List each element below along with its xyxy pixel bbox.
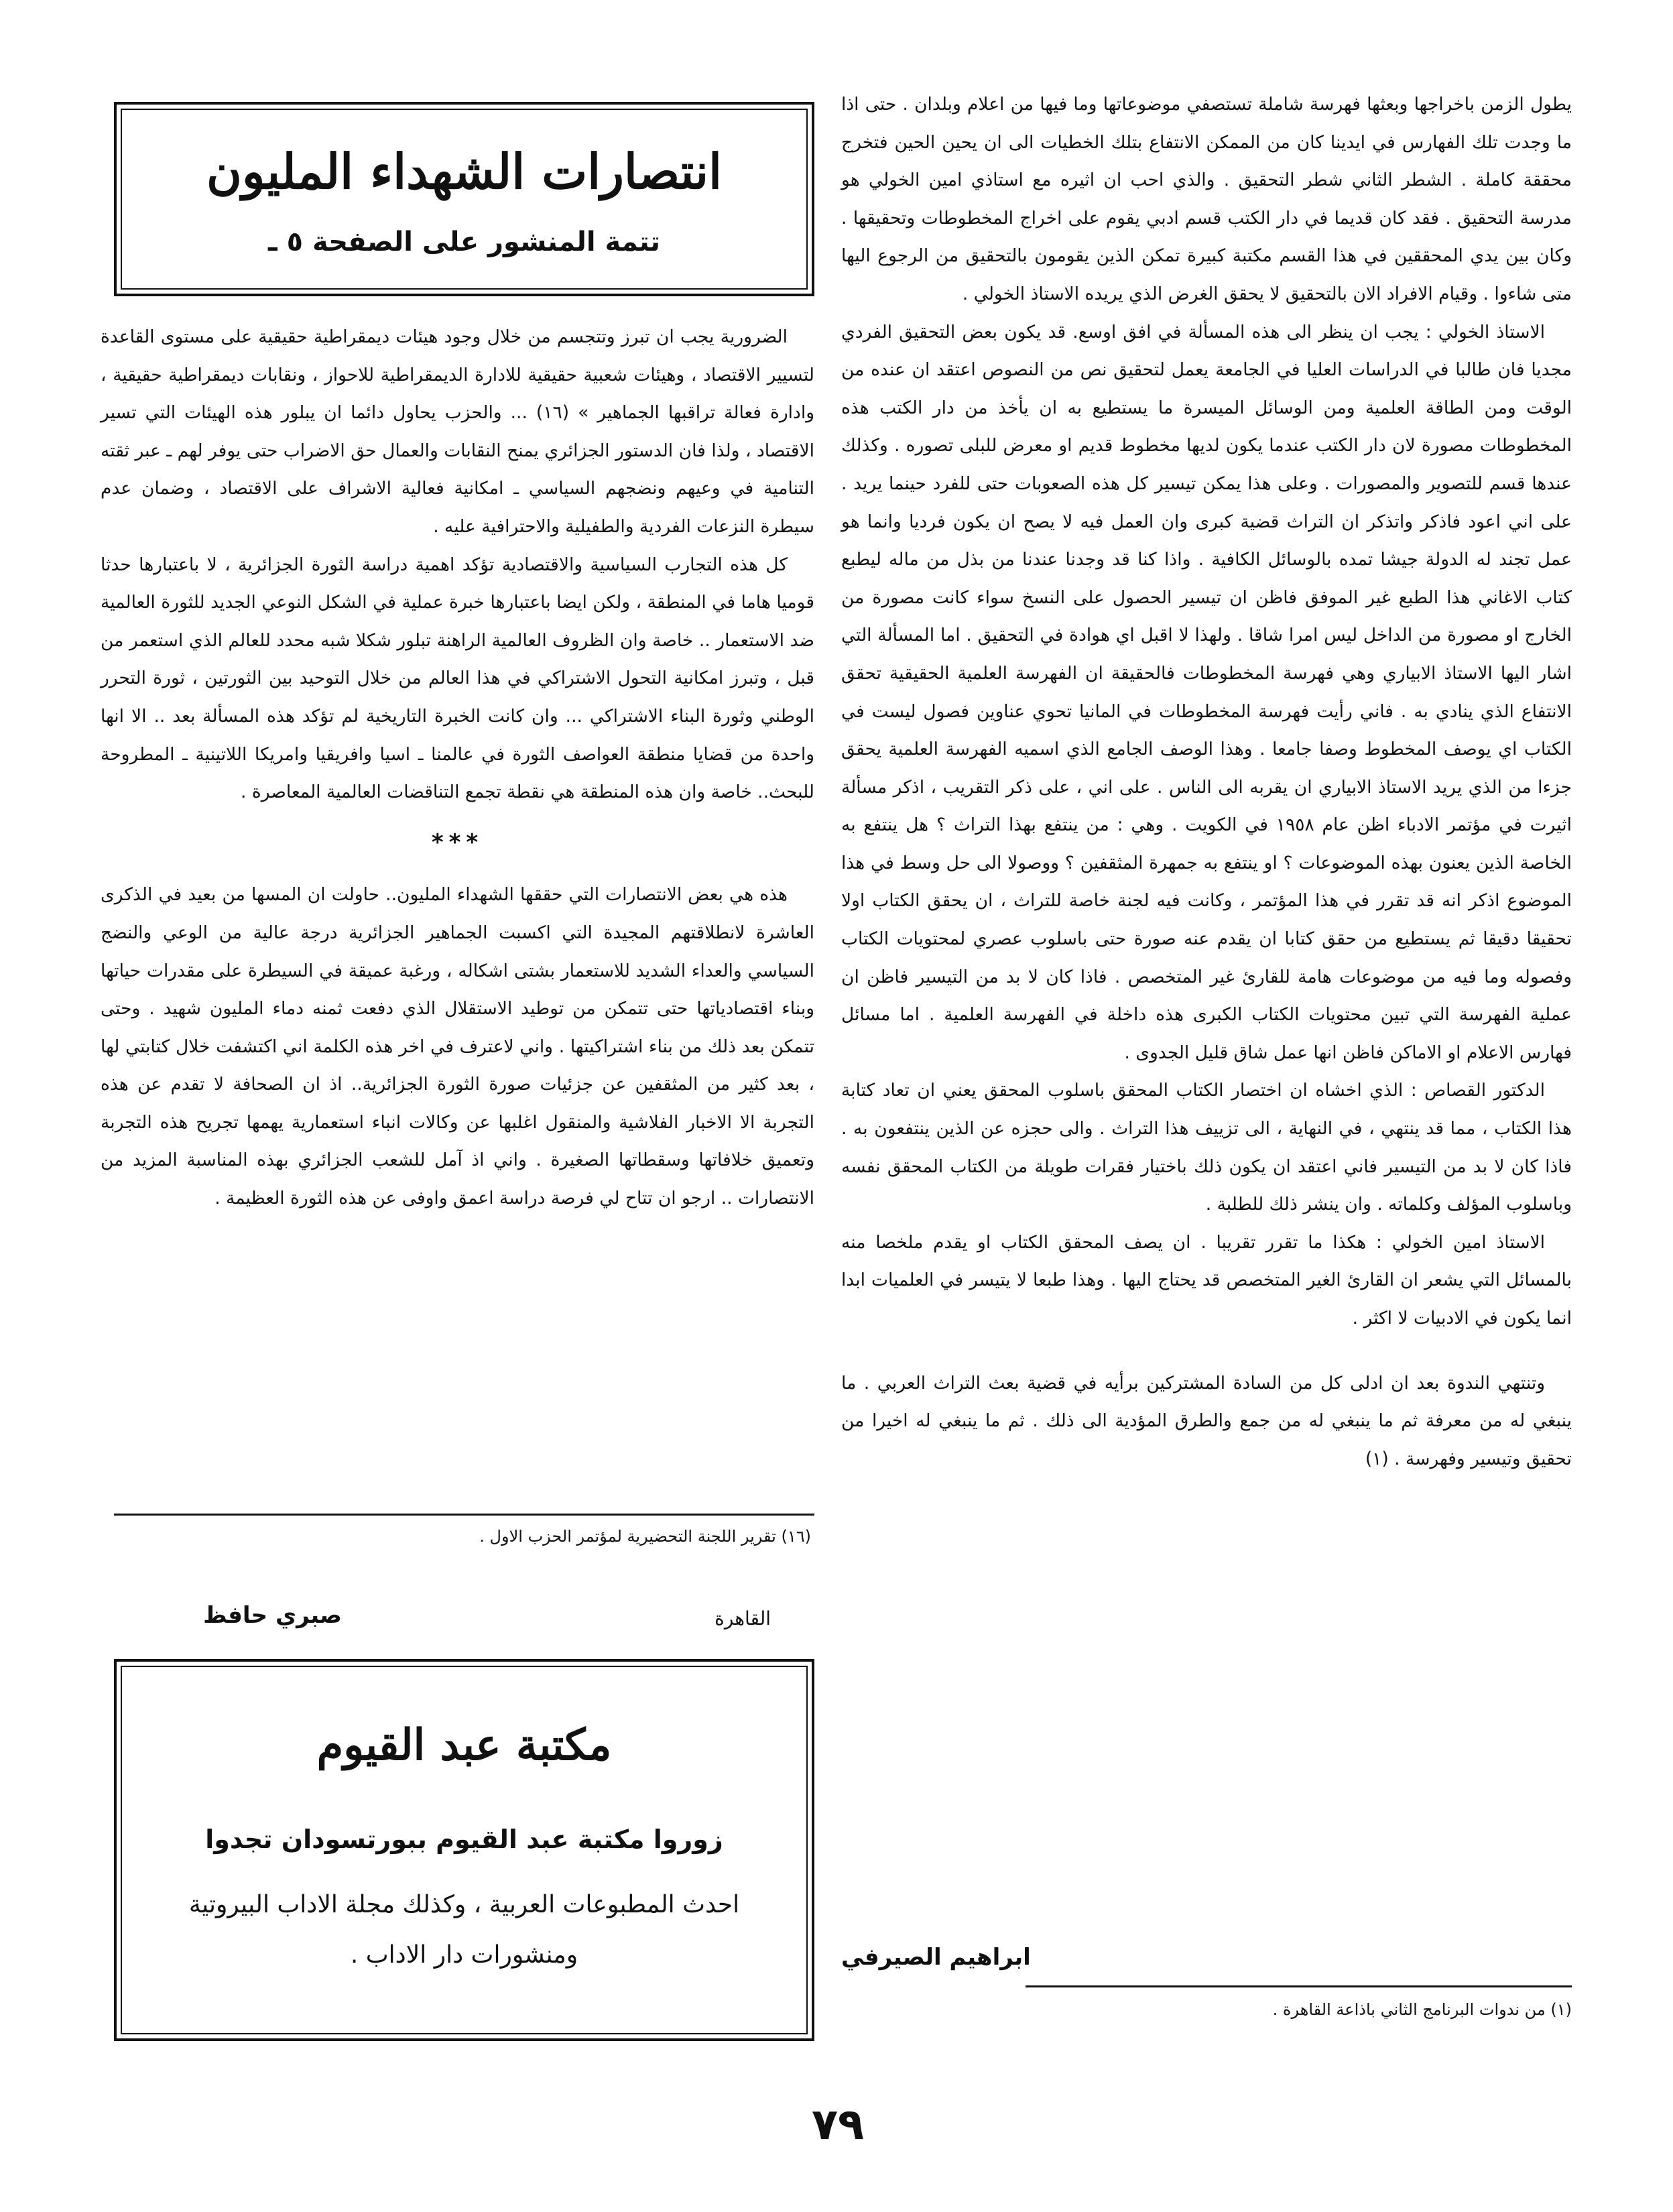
ad-title: مكتبة عبد القيوم <box>316 1720 612 1770</box>
article-title-box <box>114 102 814 296</box>
left-column <box>101 318 814 1218</box>
left-footnote: (١٦) تقرير اللجنة التحضيرية لمؤتمر الحزب الاول . <box>479 1527 811 1546</box>
right-paragraph: الاستاذ امين الخولي : هكذا ما تقرر تقريبا . ان يصف المحقق الكتاب او يقدم ملخصا منه بالمسائل التي يشعر ان القارئ الغير المتخصص قد يحتاج اليها . وهذا طبعا لا يتيسر في العلميات ابدا انما يكون في الادبيات لا اكثر . <box>841 1231 1572 1329</box>
article-title: انتصارات الشهداء المليون <box>206 143 723 200</box>
page-number: ٧٩ <box>811 2100 865 2150</box>
right-paragraph: الدكتور القصاص : الذي اخشاه ان اختصار الكتاب المحقق باسلوب المحقق يعني ان تعاد كتابة هذا الكتاب ، مما قد ينتهي ، في النهاية ، الى تزييف هذا التراث . والى حجزه عن الذين ينتفعون به . فاذا كان لا بد من التيسير فاني اعتقد ان يكون ذلك باختيار فقرات طويلة من الكتاب المحقق نفسه وباسلوب المؤلف وكلماته . وان ينشر ذلك للطلبة . <box>841 1080 1572 1215</box>
footnote-rule <box>114 1514 814 1516</box>
right-footnote: (١) من ندوات البرنامج الثاني باذاعة القاهرة . <box>1272 2000 1572 2019</box>
left-paragraph: كل هذه التجارب السياسية والاقتصادية تؤكد اهمية دراسة الثورة الجزائرية ، لا باعتبارها حدثا قوميا هاما في المنطقة ، ولكن ايضا باعتبارها خبرة عملية في الشكل النوعي الجديد للثورة العالمية ضد الاستعمار .. خاصة وان الظروف العالمية الراهنة تبلور شكلا شبه محدد للعالم الذي استعمر من قبل ، وتبرز امكانية التحول الاشتراكي في هذا العالم من خلال التوحيد بين الثورتين ، ثورة التحرر الوطني وثورة البناء الاشتراكي ... وان كانت الخبرة التاريخية لم تؤكد هذه المسألة بعد .. الا انها واحدة من قضايا منطقة العواصف الثورة في عالمنا ـ اسيا وافريقيا وامريكا اللاتينية ـ المطروحة للبحث.. خاصة وان هذه المنطقة هي نقطة تجمع التناقضات العالمية المعاصرة . <box>101 554 814 803</box>
left-paragraph: هذه هي بعض الانتصارات التي حققها الشهداء المليون.. حاولت ان المسها من بعيد في الذكرى العاشرة لانطلاقتهم المجيدة التي اكسبت الجماهير الجزائرية درجة عالية من الوعي والنضج السياسي والعداء الشديد للاستعمار بشتى اشكاله ، ورغبة عميقة في السيطرة على مقدرات حياتها وبناء اقتصادياتها حتى تتمكن من توطيد الاستقلال الذي دفعت ثمنه دماء المليون شهيد . وحتى تتمكن بعد ذلك من بناء اشتراكيتها . واني لاعترف في اخر هذه الكلمة اني اكتشفت خلال كتابتي لها ، بعد كثير من المثقفين عن جزئيات صورة الثورة الجزائرية.. اذ ان الصحافة لا تقدم عن هذه التجربة الا الاخبار الفلاشية والمنقول اغلبها عن وكالات انباء استعمارية يهمها تجريح هذه التجربة وتعميق خلافاتها وسقطاتها الصغيرة . واني اذ آمل للشعب الجزائري بهذه المناسبة المزيد من الانتصارات .. ارجو ان تتاح لي فرصة دراسة اعمق واوفى عن هذه الثورة العظيمة . <box>101 884 814 1209</box>
right-paragraph: يطول الزمن باخراجها وبعثها فهرسة شاملة تستصفي موضوعاتها وما فيها من اعلام وبلدان . حتى اذا ما وجدت تلك الفهارس في ايدينا كان من الممكن الانتفاع بتلك الخطيات الى ان يحين الحين فتخرج محققة كاملة . الشطر الثاني شطر التحقيق . والذي احب ان اثيره مع استاذي امين الخولي هو مدرسة التحقيق . فقد كان قديما في دار الكتب قسم ادبي يقوم على اخراج المخطوطات وتحقيقها . وكان بين يدي المحققين في هذا القسم مكتبة كبيرة تمكن الذين يقومون بالتحقيق من الرجوع اليها متى شاءوا . وقيام الافراد الان بالتحقيق لا يحقق الغرض الذي يريده الاستاذ الخولي . <box>841 94 1572 304</box>
right-author: ابراهيم الصيرفي <box>841 1944 1031 1971</box>
footnote-rule <box>1026 1985 1572 1987</box>
right-paragraph: الاستاذ الخولي : يجب ان ينظر الى هذه المسألة في افق اوسع. قد يكون بعض التحقيق الفردي مجديا فان طالبا في الدراسات العليا في الجامعة يعمل لتحقيق نص من النصوص اعتقد ان عنده من الوقت ومن الطاقة العلمية ومن الوسائل الميسرة ما يستطيع به ان يأخذ من دار الكتب هذه المخطوطات مصورة لان دار الكتب عندما يكون لديها مخطوط قديم او معرض للبلى تصوره . وكذلك عندها قسم للتصوير والمصورات . وعلى هذا يمكن تيسير كل هذه الصعوبات حتى للفرد حينما يريد . على اني اعود فاذكر واتذكر ان التراث قضية كبرى وان العمل فيه لا يصح ان يكون فرديا وانما هو عمل تجند له الدولة جيشا تمده بالوسائل الكافية . واذا كنا قد وجدنا عندنا من بذل من ماله ليطبع كتاب الاغاني هذا الطبع غير الموفق فاظن ان تيسير الحصول على النسخ سواء كانت مصورة من الخارج او مصورة من الداخل ليس امرا شاقا . ولهذا لا اقبل اي هوادة في التحقيق . اما المسألة التي اشار اليها الاستاذ الابياري وهي فهرسة المخطوطات فالحقيقة ان الفهرسة العلمية الحقيقية تحقق الانتفاع الذي ينادي به . فاني رأيت فهرسة المخطوطات في المانيا تحوي عناوين فصول ليست في الكتاب اي يوصف المخطوط وصفا جامعا . وهذا الوصف الجامع الذي اسميه الفهرسة العلمية يحقق جزءا من الذي يريد الاستاذ الابياري ان يقربه الى الناس . على اني ، على ذكر التقريب ، اذكر مسألة اثيرت في مؤتمر الادباء اظن عام ١٩٥٨ في الكويت . وهي : من ينتفع بهذا التراث ؟ هل ينتفع به الخاصة الذين يعنون بهذه الموضوعات ؟ او ينتفع به جمهرة المثقفين ؟ ووصولا الى حل وسط في هذا الموضوع اذكر انه قد تقرر في هذا المؤتمر ، وكانت فيه لجنة خاصة للتراث ، ان يحقق الكتاب اولا تحقيقا دقيقا ثم يستطيع من حقق كتابا ان يقدم عنه صورة حتى باسلوب عصري لمحتويات الكتاب وفصوله وما فيه من موضوعات هامة للقارئ غير المتخصص . فاذا كان لا بد من التيسير فاظن ان عملية الفهرسة التي تبين محتويات الكتاب الكبرى هذه داخلة في الفهرسة العلمية . اما مسائل فهارس الاعلام او الاماكن فاظن انها عمل شاق قليل الجدوى . <box>841 321 1572 1063</box>
ad-line-1: زوروا مكتبة عبد القيوم ببورتسودان تجدوا <box>205 1825 723 1854</box>
ad-line-2: احدث المطبوعات العربية ، وكذلك مجلة الاداب البيروتية ومنشورات دار الاداب . <box>188 1891 740 1969</box>
advertisement-box <box>114 1659 814 2041</box>
article-subtitle: تتمة المنشور على الصفحة ٥ ـ <box>268 227 660 257</box>
article-place: القاهرة <box>715 1607 771 1630</box>
article-author: صبري حافظ <box>203 1602 342 1629</box>
right-column <box>841 86 1572 1478</box>
left-paragraph: الضرورية يجب ان تبرز وتتجسم من خلال وجود هيئات ديمقراطية حقيقية على مستوى القاعدة لتسيير الاقتصاد ، وهيئات شعبية حقيقية للادارة الديمقراطية للاحواز ، ونقابات ديمقراطية حقيقية ، وادارة فعالة تراقبها الجماهير » (١٦) ... والحزب يحاول دائما ان يبلور هذه الهيئات التي تسير الاقتصاد ، ولذا فان الدستور الجزائري يمنح النقابات والعمال حق الاضراب حتى يوفر لهم ـ عبر ثقته التنامية في وعيهم ونضجهم السياسي ـ امكانية فعالية الاشراف على الاقتصاد ، وضمان عدم سيطرة النزعات الفردية والطفيلية والاحترافية عليه . <box>101 326 814 537</box>
section-separator: *** <box>431 828 484 856</box>
closing-paragraph: وتنتهي الندوة بعد ان ادلى كل من السادة المشتركين برأيه في قضية بعث التراث العربي . ما ينبغي له من معرفة ثم ما ينبغي له من جمع والطرق المؤدية الى ذلك . ثم ما ينبغي له اخيرا من تحقيق وتيسير وفهرسة . (١) <box>841 1372 1572 1469</box>
